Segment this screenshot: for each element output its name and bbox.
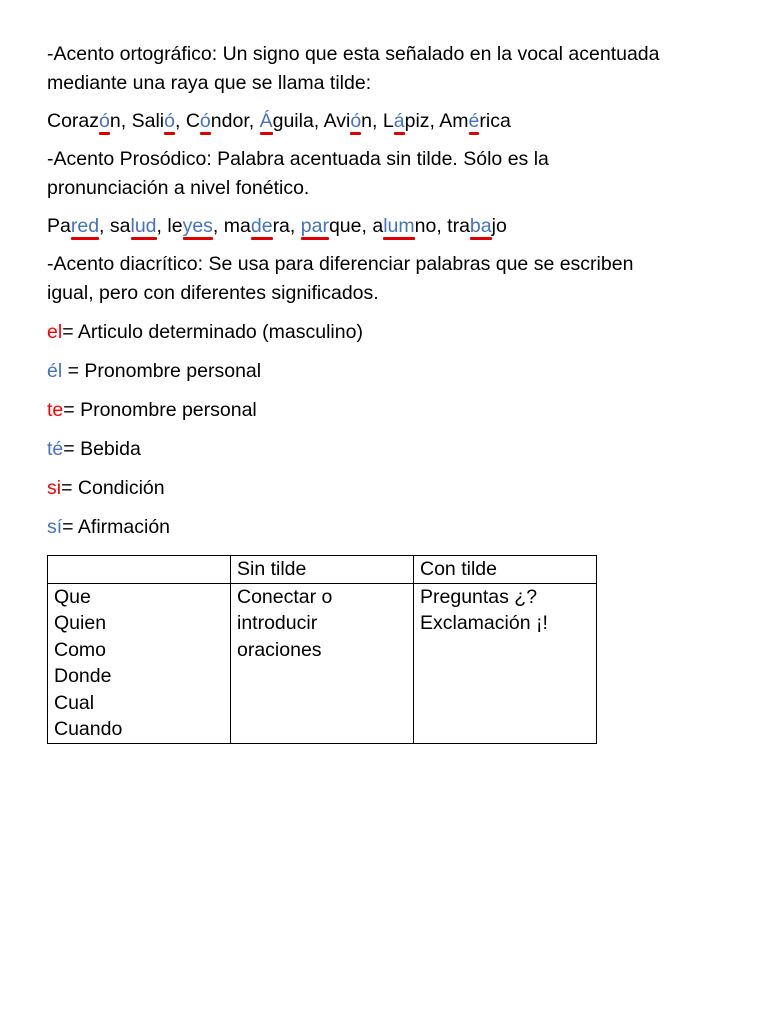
cell-line: Quien (54, 612, 107, 634)
ortografico-line-1: -Acento ortográfico: Un signo que esta señalado en la vocal acentuada (47, 43, 660, 65)
spacer (47, 98, 727, 107)
diacritico-pair (47, 474, 727, 503)
spacer (47, 136, 727, 145)
prosodico-example-word: leyes (167, 215, 213, 237)
prosodico-example-accent-mark: lud (130, 215, 157, 237)
table-row (48, 583, 597, 743)
diacritico-definition: = Pronombre personal (62, 360, 262, 382)
spacer (47, 425, 727, 435)
spacer (47, 386, 727, 396)
spacer (47, 241, 727, 250)
diacritico-definition: = Afirmación (62, 516, 171, 538)
ortografico-example-word: Águila (259, 110, 314, 132)
cell-line: Conectar o (237, 585, 333, 608)
diacritico-pair (47, 318, 727, 347)
prosodico-example-accent-mark: de (250, 215, 273, 237)
diacritico-pair (47, 396, 727, 425)
ortografico-example-accent-mark: ó (199, 110, 211, 132)
prosodico-example-word: salud (109, 215, 157, 237)
ortografico-example-word: América (439, 110, 511, 132)
table-cell-sin-tilde (231, 583, 414, 743)
table-cell-words (48, 583, 231, 743)
prosodico-example-word: trabajo (447, 215, 507, 237)
diacritico-definition: = Pronombre personal (63, 399, 257, 421)
prosodico-example-accent-mark: yes (182, 215, 213, 237)
spacer (47, 308, 727, 318)
diacritico-word: él (47, 360, 63, 382)
diacritico-pair (47, 357, 727, 386)
diacritico-word: el (47, 321, 63, 343)
diacritico-word: te (47, 399, 64, 421)
diacritico-line-1: -Acento diacrítico: Se usa para diferenciar palabras que se escriben (47, 253, 634, 275)
ortografico-example-accent-mark: é (468, 110, 480, 132)
ortografico-example-word: Salió (131, 110, 175, 132)
diacritico-pair (47, 435, 727, 464)
ortografico-example-word: Lápiz (382, 110, 430, 132)
cell-line: Como (54, 638, 107, 661)
prosodico-example-accent-mark: ba (469, 215, 492, 237)
ortografico-example-accent-mark: ó (164, 110, 175, 132)
spacer (47, 347, 727, 357)
spacer (47, 464, 727, 474)
table-cell-con-tilde (414, 583, 597, 743)
prosodico-example-accent-mark: par (300, 215, 329, 237)
diacritico-definition: = Articulo determinado (masculino) (62, 321, 363, 343)
ortografico-example-accent-mark: ó (99, 110, 110, 132)
table-header-row (48, 556, 597, 584)
cell-line: oraciones (237, 638, 322, 661)
table-header-cell: Sin tilde (231, 556, 414, 584)
document-page (47, 40, 727, 542)
prosodico-examples: Pared, salud, leyes, madera, parque, alumno, trabajo (47, 215, 507, 237)
cell-line: Cuando (54, 718, 123, 740)
ortografico-example-accent-mark: á (393, 110, 405, 132)
cell-line: Exclamación ¡! (420, 612, 548, 634)
diacritico-word: si (47, 477, 62, 499)
diacritico-definition: = Bebida (63, 438, 141, 460)
spacer (47, 203, 727, 212)
prosodico-example-word: madera (223, 215, 290, 237)
diacritico-word: té (47, 438, 64, 460)
prosodico-example-accent-mark: red (70, 215, 100, 237)
prosodico-example-word: Pared (47, 215, 100, 237)
prosodico-line-2: pronunciación a nivel fonético. (47, 177, 310, 199)
ortografico-example-accent-mark: ó (350, 110, 362, 132)
table-header-cell (48, 556, 231, 584)
prosodico-example-accent-mark: lum (383, 215, 415, 237)
ortografico-line-2: mediante una raya que se llama tilde: (47, 72, 372, 94)
comparison-table (47, 555, 597, 744)
cell-line: Donde (54, 665, 112, 687)
spacer (47, 503, 727, 513)
ortografico-example-word: Cóndor (185, 110, 249, 132)
cell-line: Preguntas ¿? (420, 585, 538, 608)
prosodico-line-1: -Acento Prosódico: Palabra acentuada sin tilde. Sólo es la (47, 148, 549, 170)
table-header-cell: Con tilde (414, 556, 597, 584)
diacritico-definition: = Condición (61, 477, 165, 499)
diacritico-pair (47, 513, 727, 542)
cell-line: introducir (237, 612, 318, 634)
prosodico-example-word: alumno (372, 215, 437, 237)
diacritico-word: sí (47, 516, 63, 538)
prosodico-example-word: parque (300, 215, 362, 237)
ortografico-example-word: Corazón (47, 110, 121, 132)
diacritico-pairs (47, 308, 727, 542)
ortografico-example-accent-mark: Á (259, 110, 273, 132)
cell-line: Cual (54, 691, 95, 714)
diacritico-line-2: igual, pero con diferentes significados. (47, 282, 379, 304)
ortografico-example-word: Avión (323, 110, 373, 132)
cell-line: Que (54, 585, 91, 608)
ortografico-examples: Corazón, Salió, Cóndor, Águila, Avión, Lápiz, América (47, 110, 511, 132)
